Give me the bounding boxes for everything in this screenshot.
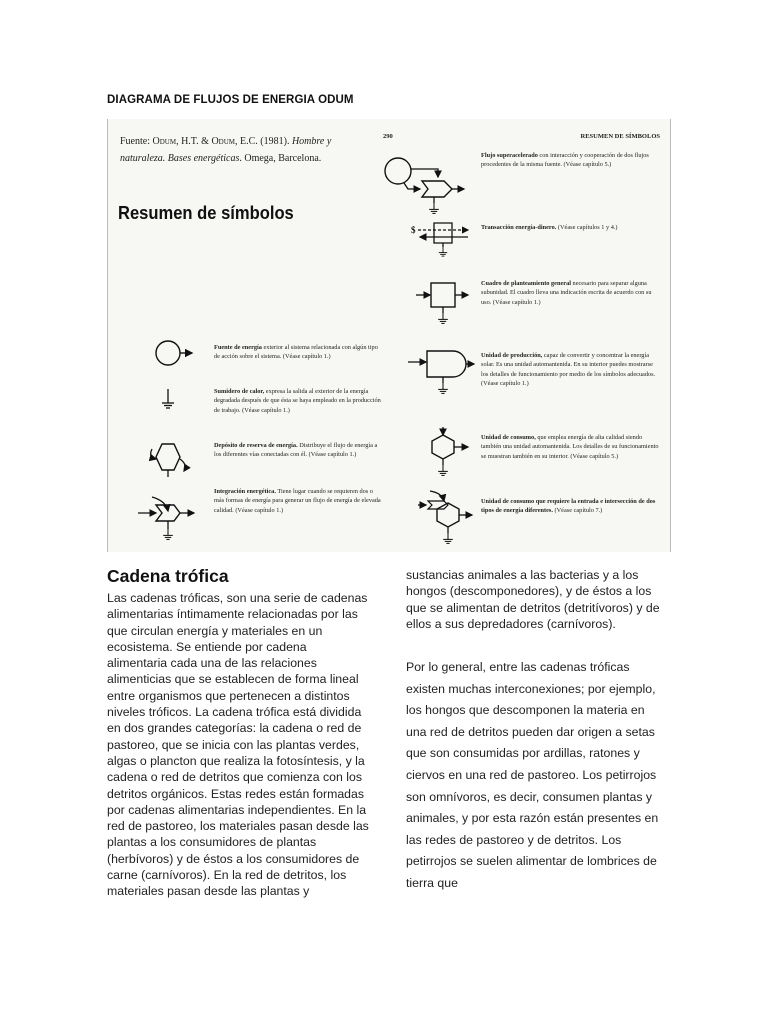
energy-integration-icon (138, 497, 194, 539)
energy-source-icon (156, 341, 192, 365)
consumer-unit-icon (432, 427, 468, 475)
symbol-desc-consumer: Unidad de consumo, que emplea energía de alta calidad siendo también una unidad automantenida. Los detalles de su funcionamiento se muestran también en su interior. (Véase capítulo 5.) (481, 434, 659, 460)
energy-money-transaction-icon (411, 223, 468, 256)
dollar-sign: $ (411, 225, 416, 235)
symbol-desc-producer: Unidad de producción, capaz de convertir y concentrar la energía solar. Es una unidad automantenida. En su interior puedes mostrarse los detalles de funcionamiento por medio de los símbolos adecuados. (Véase capítulo 1.) (481, 352, 656, 387)
running-head: RESUMEN DE SÍMBOLOS (580, 133, 660, 140)
source-book: Hombre y naturaleza. Bases energéticas (120, 136, 332, 164)
symbol-desc-consumer-two-inputs: Unidad de consumo que requiere la entrada e intersección de dos tipos de energía diferentes. (Véase capítulo 7.) (481, 498, 656, 515)
consumer-two-inputs-icon (418, 491, 472, 543)
symbol-desc-heat-sink: Sumidero de calor, expresa la salida al exterior de la energía degradada después de que ésta se haya empleado en la producción de trabajo. (Véase capítulo 1.) (214, 388, 381, 414)
symbol-desc-integration: Integración energética. Tiene lugar cuando se requieren dos o más formas de energía para generar un flujo de energía de elevada calidad. (Véase capítulo 1.) (214, 488, 381, 514)
production-unit-icon (408, 351, 474, 393)
symbols-diagram (108, 119, 668, 552)
article-column-right-top: sustancias animales a las bacterias y a los hongos (descomponedores), y de éstos a los que se alimentan de detritos (detritívoros) y de ellos a sus depredadores (carnívoros). (406, 568, 660, 631)
storage-tank-icon (151, 444, 186, 477)
source-author-1: Odum (152, 136, 177, 147)
section-heading: Cadena trófica (107, 566, 229, 586)
source-publisher: . Omega, Barcelona. (239, 153, 322, 164)
figure-heading: Resumen de símbolos (118, 203, 294, 223)
symbol-desc-money: Transacción energía-dinero. (Véase capítulos 1 y 4.) (481, 224, 618, 231)
symbol-desc-general-box: Cuadro de planteamiento general necesario para separar alguna subunidad. El cuadro lleva una indicación escrita de acuerdo con su uso. (Véase capítulo 1.) (481, 280, 652, 306)
general-box-icon (416, 283, 468, 323)
page-number: 290 (383, 133, 393, 140)
document-title: DIAGRAMA DE FLUJOS DE ENERGIA ODUM (107, 94, 354, 106)
article-column-right-bottom: Por lo general, entre las cadenas tróficas existen muchas interconexiones; por ejemplo, los hongos que descomponen la materia en una red de detritos pueden dar origen a setas que son consumidas por ardillas, ratones y ciervos en una red de pastoreo. Los petirrojos son omnívoros, es decir, consumen plantas y animales, y por esta razón están presentes en las redes de pastoreo y de detritos. Los petirrojos se suelen alimentar de lombrices de tierra que (406, 660, 659, 890)
source-prefix: Fuente: (120, 136, 153, 147)
heat-sink-icon (162, 389, 174, 408)
source-mid-2: , E.C. (1981). (235, 136, 292, 147)
article-column-left: Las cadenas tróficas, son una serie de cadenas alimentarias íntimamente relacionadas por las que circulan energía y materiales en un ecosistema. Se entiende por cadena alimentaria cada una de las relaciones alimenticias que se establecen de forma lineal entre organismos que pertenecen a distintos niveles tróficos. La cadena trófica está dividida en dos grandes categorías: la cadena o red de pastoreo, que se inicia con las plantas verdes, algas o plancton que realiza la fotosíntesis, y la cadena o red de detritos que comienza con los detritos orgánicos. Estas redes están formadas por cadenas alimentarias independientes. En la red de pastoreo, los materiales pasan desde las plantas a los consumidores de plantas (herbívoros) y de éstos a los consumidores de carne (carnívoros). En la red de detritos, los materiales pasan desde las plantas y (107, 591, 369, 899)
symbol-desc-storage: Depósito de reserva de energía. Distribuye el flujo de energía a los diferentes vías conectadas con él. (Véase capítulo 1.) (214, 442, 378, 459)
scanned-figure (107, 119, 671, 552)
source-mid-1: , H.T. & (176, 136, 212, 147)
source-author-2: Odum (211, 136, 235, 147)
symbol-desc-superaccelerated: Flujo superacelerado con interacción y cooperación de dos flujos procedentes de la misma fuente. (Véase capítulo 5.) (481, 152, 649, 169)
superaccelerated-flow-icon (385, 158, 464, 213)
symbol-desc-energy-source: Fuente de energía exterior al sistema relacionada con algún tipo de acción sobre el sistema. (Véase capítulo 1.) (214, 344, 378, 361)
